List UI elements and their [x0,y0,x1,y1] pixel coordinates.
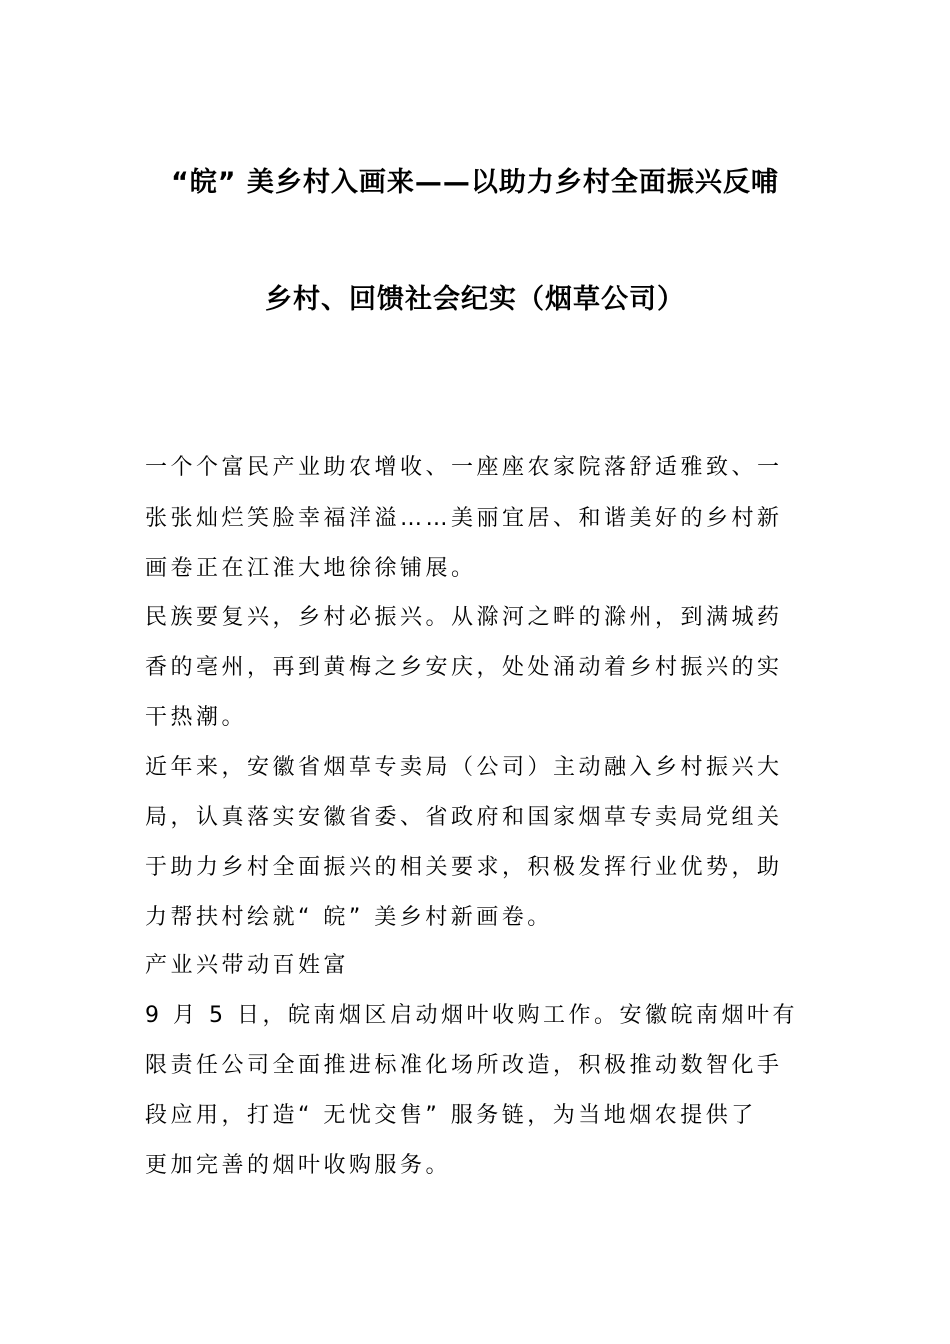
paragraph-line: 力帮扶村绘就“ 皖” 美乡村新画卷。 [145,905,553,930]
paragraph-line: 更加完善的烟叶收购服务。 [145,1153,452,1178]
paragraph-line: 近年来，安徽省烟草专卖局（公司）主动融入乡村振兴大 [145,755,783,780]
paragraph-line: 民族要复兴，乡村必振兴。从滁河之畔的滁州，到满城药 [145,605,783,630]
subheading-text: 产业兴带动百姓富 [145,953,350,978]
paragraph-line: 段应用，打造“ 无忧交售” 服务链，为当地烟农提供了 [145,1103,757,1128]
paragraph-line: 局，认真落实安徽省委、省政府和国家烟草专卖局党组关 [145,805,783,830]
document-title-line-1: “皖” 美乡村入画来——以助力乡村全面振兴反哺 [171,167,779,198]
paragraph-line: 干热潮。 [145,705,248,730]
paragraph-line: 一个个富民产业助农增收、一座座农家院落舒适雅致、一 [145,455,783,480]
paragraph-line: 香的亳州，再到黄梅之乡安庆，处处涌动着乡村振兴的实 [145,655,783,680]
paragraph-line: 限责任公司全面推进标准化场所改造，积极推动数智化手 [145,1053,783,1078]
document-title-line-2: 乡村、回馈社会纪实（烟草公司） [265,284,685,315]
paragraph-line: 画卷正在江淮大地徐徐铺展。 [145,556,477,581]
paragraph-line: 于助力乡村全面振兴的相关要求，积极发挥行业优势，助 [145,855,783,880]
paragraph-line: 9 月 5 日，皖南烟区启动烟叶收购工作。安徽皖南烟叶有 [145,1003,798,1028]
paragraph-line: 张张灿烂笑脸幸福洋溢……美丽宜居、和谐美好的乡村新 [145,506,783,531]
